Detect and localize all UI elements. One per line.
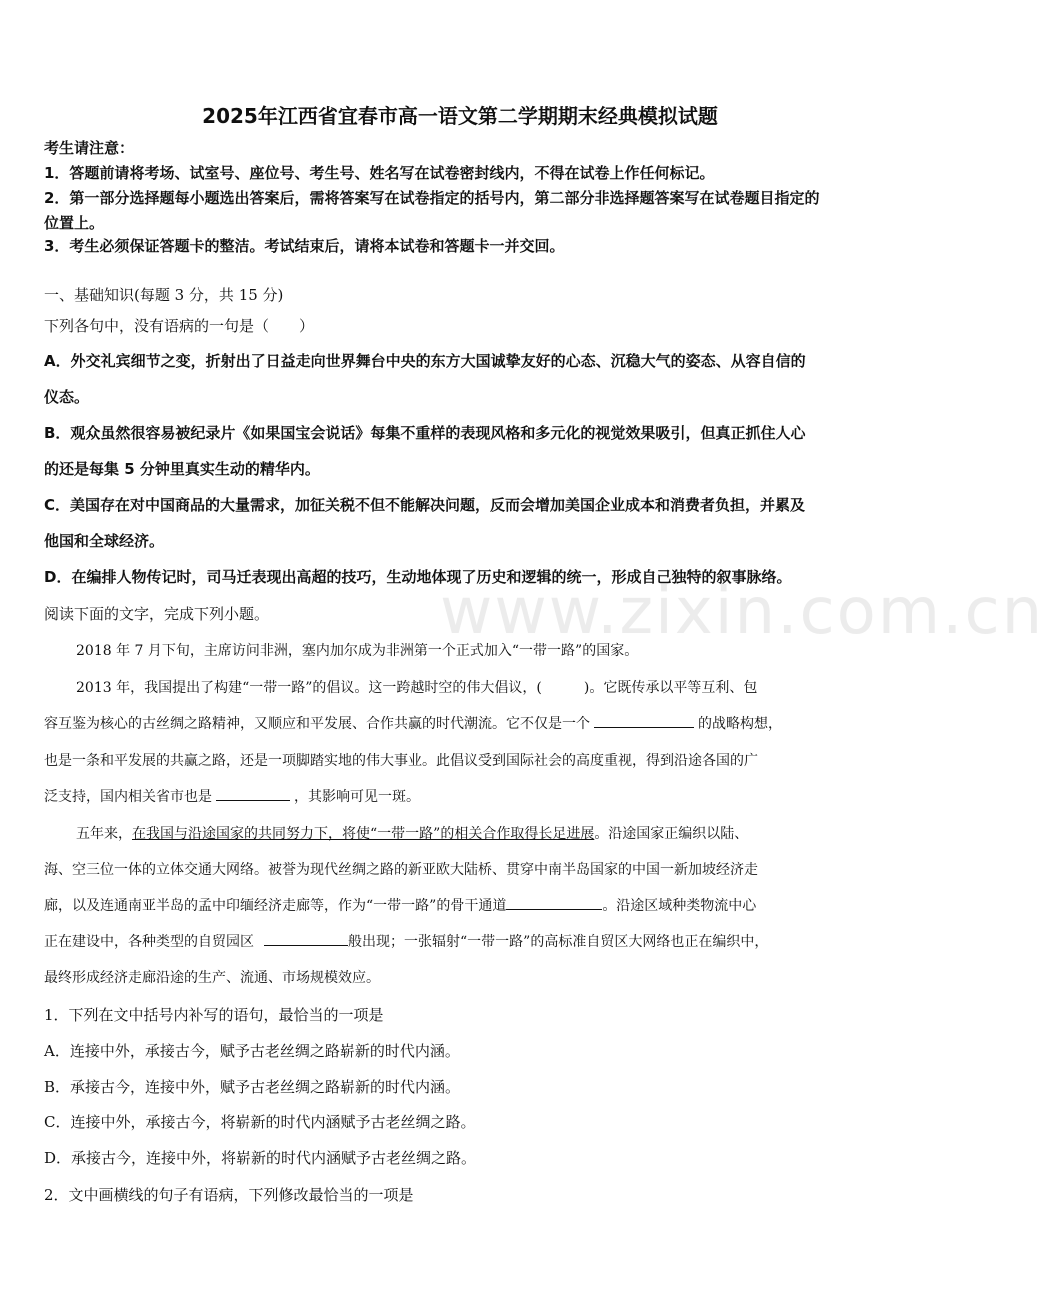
passage-para-2-line1: 2013 年，我国提出了构建“一带一路”的倡议。这一跨越时空的伟大倡议，( )。它既传承以平等互利、包 <box>76 680 758 696</box>
passage-para-2-line4 <box>44 786 880 806</box>
passage-para-2-line3: 也是一条和平发展的共赢之路，还是一项脚踏实地的伟大事业。此倡议受到国际社会的高度重视，得到沿途各国的广 <box>44 753 758 769</box>
passage-para-3-line3 <box>44 895 880 915</box>
fill-blank <box>594 713 694 728</box>
passage-text: 正在建设中，各种类型的自贸园区 <box>44 934 254 950</box>
passage-text: 廊，以及连通南亚半岛的孟中印缅经济走廊等，作为“一带一路”的骨干通道 <box>44 898 507 914</box>
option-a-line2: 仪态。 <box>44 388 90 406</box>
notice-item: 2．第一部分选择题每小题选出答案后，需将答案写在试卷指定的括号内，第二部分非选择题答案写在试卷题目指定的 <box>44 189 820 207</box>
passage-text: ，其影响可见一斑。 <box>294 789 420 805</box>
fill-blank <box>216 786 290 801</box>
reading-intro: 阅读下面的文字，完成下列小题。 <box>44 605 270 623</box>
passage-text: 。沿途国家正编织以陆、 <box>594 826 749 842</box>
underlined-sentence: 在我国与沿途国家的共同努力下，将使“一带一路”的相关合作取得长足进展 <box>132 826 595 842</box>
option-c-line1: C．美国存在对中国商品的大量需求，加征关税不但不能解决问题，反而会增加美国企业成本和消费者负担，并累及 <box>44 496 806 514</box>
notice-item: 1．答题前请将考场、试室号、座位号、考生号、姓名写在试卷密封线内，不得在试卷上作任何标记。 <box>44 164 715 182</box>
q1-option-d: D．承接古今，连接中外，将崭新的时代内涵赋予古老丝绸之路。 <box>44 1149 477 1167</box>
q1-option-a: A．连接中外，承接古今，赋予古老丝绸之路崭新的时代内涵。 <box>44 1042 460 1060</box>
passage-para-3-line4 <box>44 931 880 951</box>
fill-blank <box>264 931 348 946</box>
section-heading: 一、基础知识(每题 3 分，共 15 分) <box>44 286 284 304</box>
passage-para-1: 2018 年 7 月下旬，主席访问非洲，塞内加尔成为非洲第一个正式加入“一带一路”的国家。 <box>76 643 639 659</box>
watermark: www.zixin.com.cn <box>440 575 1044 649</box>
passage-text: 的战略构想， <box>698 716 782 732</box>
passage-para-3-line5: 最终形成经济走廊沿途的生产、流通、市场规模效应。 <box>44 970 380 986</box>
question-stem: 下列各句中，没有语病的一句是（ ） <box>44 317 315 335</box>
q1-option-c: C．连接中外，承接古今，将崭新的时代内涵赋予古老丝绸之路。 <box>44 1113 476 1131</box>
notice-item: 位置上。 <box>44 214 105 232</box>
q1-stem: 1．下列在文中括号内补写的语句，最恰当的一项是 <box>44 1006 384 1024</box>
passage-para-2-line2 <box>44 713 880 733</box>
notice-item: 3．考生必须保证答题卡的整洁。考试结束后，请将本试卷和答题卡一并交回。 <box>44 237 565 255</box>
passage-text: 泛支持，国内相关省市也是 <box>44 789 212 805</box>
passage-para-3-line1 <box>76 823 880 843</box>
option-b-line2: 的还是每集 5 分钟里真实生动的精华内。 <box>44 460 320 478</box>
passage-text: 。沿途区域种类物流中心 <box>602 898 757 914</box>
passage-text: 容互鉴为核心的古丝绸之路精神，又顺应和平发展、合作共赢的时代潮流。它不仅是一个 <box>44 716 590 732</box>
fill-blank <box>506 895 602 910</box>
q1-option-b: B．承接古今，连接中外，赋予古老丝绸之路崭新的时代内涵。 <box>44 1078 461 1096</box>
page-title: 2025年江西省宜春市高一语文第二学期期末经典模拟试题 <box>202 104 718 128</box>
passage-text: 般出现；一张辐射“一带一路”的高标准自贸区大网络也正在编织中， <box>348 934 769 950</box>
option-a-line1: A．外交礼宾细节之变，折射出了日益走向世界舞台中央的东方大国诚挚友好的心态、沉稳大气的姿态、从容自信的 <box>44 352 806 370</box>
passage-para-3-line2: 海、空三位一体的立体交通大网络。被誉为现代丝绸之路的新亚欧大陆桥、贯穿中南半岛国家的中国一新加坡经济走 <box>44 862 758 878</box>
q2-stem: 2．文中画横线的句子有语病，下列修改最恰当的一项是 <box>44 1186 414 1204</box>
option-d-line1: D．在编排人物传记时，司马迁表现出高超的技巧，生动地体现了历史和逻辑的统一，形成自己独特的叙事脉络。 <box>44 568 792 586</box>
notice-heading: 考生请注意： <box>44 139 135 157</box>
option-c-line2: 他国和全球经济。 <box>44 532 165 550</box>
option-b-line1: B．观众虽然很容易被纪录片《如果国宝会说话》每集不重样的表现风格和多元化的视觉效果吸引，但真正抓住人心 <box>44 424 806 442</box>
passage-text: 五年来， <box>76 826 132 842</box>
